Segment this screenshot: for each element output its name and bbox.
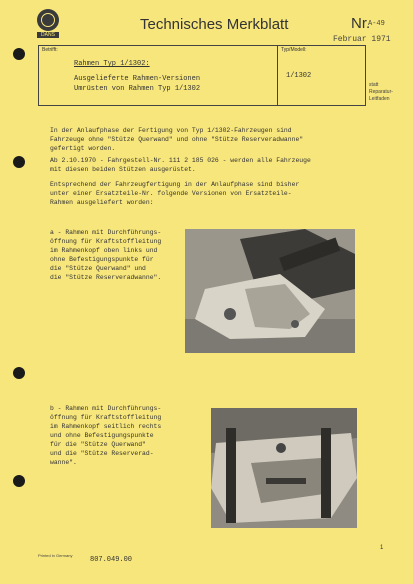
box-divider <box>277 45 278 105</box>
paragraph: Entsprechend der Fahrzeugfertigung in der Anlaufphase sind bisher unter einer Ersatzteile-Nr. folgende Versionen von Ersatzteile- Rahmen ausgeliefert worden: <box>50 181 300 206</box>
document-title: Technisches Merkblatt <box>140 16 289 33</box>
subject-heading: Rahmen Typ 1/1302: <box>74 60 150 68</box>
list-item-a: a - Rahmen mit Durchführungs- öffnung für Kraftstoffleitung im Rahmenkopf oben links und ohne Befestigungspunkte für die "Stütze Querwand" und die "Stütze Reserveradwanne". <box>50 229 162 281</box>
subject-text: Ausgelieferte Rahmen-Versionen Umrüsten von Rahmen Typ 1/1302 <box>74 75 201 93</box>
punch-hole <box>13 48 25 60</box>
logo-subtext: DANS <box>37 32 59 38</box>
list-item-b: b - Rahmen mit Durchführungs- öffnung für Kraftstoffleitung im Rahmenkopf seitlich rechts und ohne Befestigungspunkte für die "Stütze Querwand" und die "Stütze Reserverad- wanne". <box>50 405 162 466</box>
punch-hole <box>13 367 25 379</box>
paragraph: Ab 2.10.1970 - Fahrgestell-Nr. 111 2 185 026 - werden alle Fahrzeuge mit diesen beiden Stützen ausgerüstet. <box>50 157 311 173</box>
chassis-photo-a <box>185 229 355 353</box>
page-number: 1 <box>380 545 384 551</box>
document-number: A-49 <box>368 20 385 28</box>
typ-value: 1/1302 <box>286 72 312 80</box>
printed-note: Printed in Germany <box>38 553 73 558</box>
punch-hole <box>13 475 25 487</box>
typ-label: Typ/Modell: <box>281 47 307 53</box>
document-date: Februar 1971 <box>333 35 391 44</box>
chassis-photo-b <box>211 408 357 528</box>
footer-doc-number: 807.049.00 <box>90 556 133 564</box>
paragraph: In der Anlaufphase der Fertigung von Typ 1/1302-Fahrzeugen sind Fahrzeuge ohne "Stütze Querwand" und ohne "Stütze Reserveradwanne" gefertigt worden. <box>50 127 304 152</box>
side-note: statt Reparatur- Leitfaden <box>369 82 393 102</box>
vw-logo-icon <box>37 9 59 31</box>
punch-hole <box>13 156 25 168</box>
number-label: Nr. <box>351 15 371 32</box>
betrifft-label: Betrifft: <box>42 47 58 53</box>
